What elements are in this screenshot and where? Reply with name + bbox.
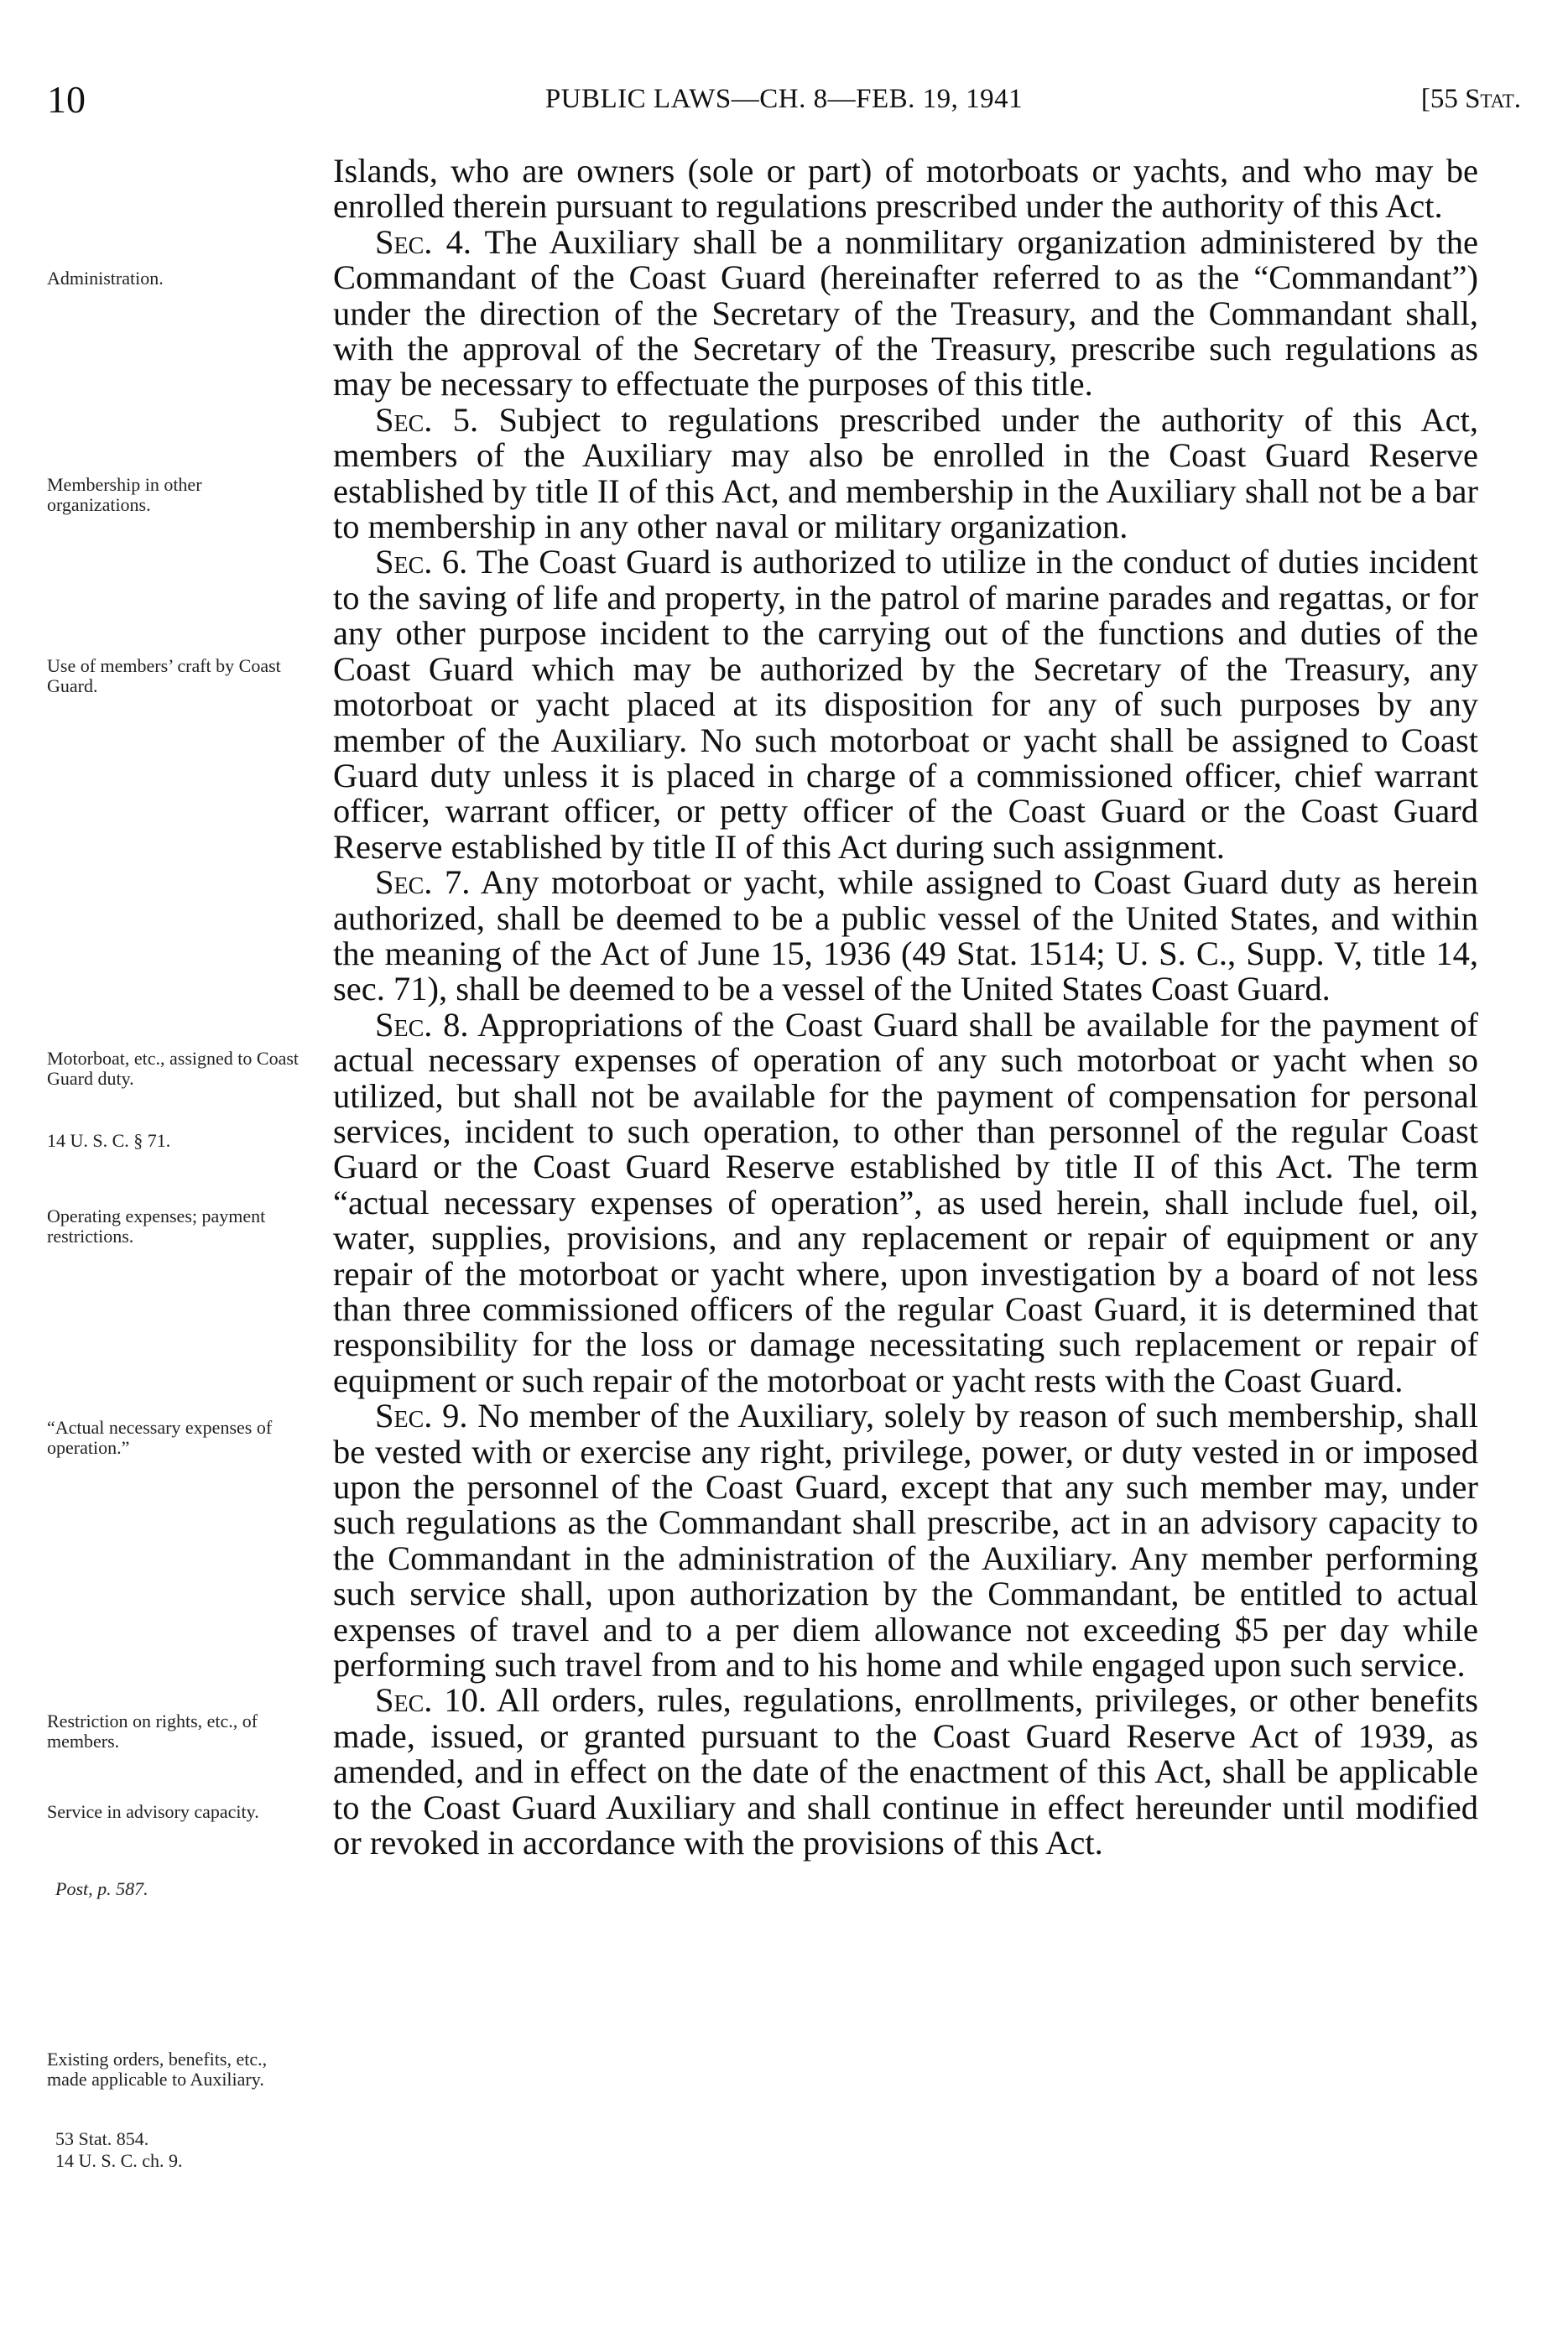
margin-note-existing-orders: Existing orders, benefits, etc., made applicable to Auxiliary. bbox=[47, 2049, 268, 2090]
paragraph-text: Subject to regulations prescribed under the authority of this Act, members of the Auxiliary may also be enrolled in the Coast Guard Reserve established by title II of this Act, and membership in the Auxiliary shall not be a bar to membership in any other naval or military organization. bbox=[333, 400, 1478, 546]
paragraph-text: No member of the Auxiliary, solely by reason of such membership, shall be vested with or exercise any right, privilege, power, or duty vested in or imposed upon the personnel of the Coast Guard, except that any such member may, under such regulations as the Commandant shall prescribe, act in an advisory capacity to the Commandant in the administration of the Auxiliary. Any member performing such service shall, upon authorization by the Commandant, be entitled to actual expenses of travel and to a per diem allowance not exceeding $5 per day while performing such travel from and to his home and while engaged upon such service. bbox=[333, 1397, 1479, 1685]
margin-note-administration: Administration. bbox=[47, 268, 164, 289]
paragraph-text: The Auxiliary shall be a nonmilitary organization administered by the Commandant of the Coast Guard (hereinafter referred to as the “Commandant”) under the direction of the Secretary of the Treasury, and the Commandant shall, with the approval of the Secretary of the Treasury, prescribe such regulations as may be necessary to effectuate the purposes of this title. bbox=[333, 222, 1478, 404]
section-9 bbox=[333, 1398, 1478, 1683]
running-title: PUBLIC LAWS—CH. 8—FEB. 19, 1941 bbox=[544, 84, 1024, 114]
margin-note-stat-854: 53 Stat. 854. bbox=[55, 2128, 149, 2149]
margin-note-usc-14-ch9: 14 U. S. C. ch. 9. bbox=[55, 2150, 183, 2171]
paragraph-text: Any motorboat or yacht, while assigned to Coast Guard duty as herein authorized, shall be deemed to be a public vessel of the United States, and within the meaning of the Act of June 15, 1936 (49 Stat. 1514; U. S. C., Supp. V, title 14, sec. 71), shall be deemed to be a vessel of the United States Coast Guard. bbox=[333, 863, 1478, 1008]
section-label: Sec. 8. bbox=[375, 1005, 469, 1044]
section-4 bbox=[333, 222, 1478, 404]
margin-note-advisory-service: Service in advisory capacity. bbox=[47, 1801, 259, 1822]
margin-note-motorboat-assigned: Motorboat, etc., assigned to Coast Guard duty. bbox=[47, 1048, 300, 1089]
margin-note-operating-expenses: Operating expenses; payment restrictions. bbox=[47, 1205, 266, 1247]
section-label: Sec. 4. bbox=[375, 222, 472, 261]
margin-note-post-587: Post, p. 587. bbox=[55, 1878, 148, 1899]
margin-note-restriction-rights: Restriction on rights, etc., of members. bbox=[47, 1711, 258, 1752]
section-10 bbox=[333, 1683, 1478, 1861]
paragraph-text: The Coast Guard is authorized to utilize in the conduct of duties incident to the saving of life and property, in the patrol of marine parades and regattas, or for any other purpose incident to the carrying out of the functions and duties of the Coast Guard which may be authorized by the Secretary of the Treasury, any motorboat or yacht placed at its disposition for any of such purposes by any member of the Auxiliary. No such motorboat or yacht shall be assigned to Coast Guard duty unless it is placed in charge of a commissioned officer, chief warrant officer, warrant officer, or petty officer of the Coast Guard or the Coast Guard Reserve established by title II of this Act during such assignment. bbox=[333, 543, 1478, 866]
section-7 bbox=[333, 865, 1478, 1008]
page-header bbox=[47, 77, 1521, 128]
section-label: Sec. 5. bbox=[375, 400, 479, 439]
statute-reference: [55 Stat. bbox=[1420, 84, 1521, 114]
section-8 bbox=[333, 1005, 1478, 1399]
section-6 bbox=[333, 544, 1478, 865]
margin-note-membership: Membership in other organizations. bbox=[47, 474, 202, 515]
paragraph-text: Appropriations of the Coast Guard shall be available for the payment of actual necessary expenses of operation of any such motorboat or yacht when so utilized, but shall not be available for the payment of compensation for personal services, incident to such operation, to other than personnel of the regular Coast Guard or the Coast Guard Reserve established by title II of this Act. The term “actual necessary expenses of operation”, as used herein, shall include fuel, oil, water, supplies, provisions, and any replacement or repair of equipment or any repair of the motorboat or yacht where, upon investigation by a board of not less than three commissioned officers of the regular Coast Guard, it is determined that responsibility for the loss or damage necessitating such replacement or repair of equipment or such repair of the motorboat or yacht rests with the Coast Guard. bbox=[333, 1005, 1478, 1399]
paragraph-text: Islands, who are owners (sole or part) of motorboats or yachts, and who may be enrolled therein pursuant to regulations prescribed under the authority of this Act. bbox=[333, 152, 1478, 226]
margin-note-usc-14-71: 14 U. S. C. § 71. bbox=[47, 1130, 171, 1151]
margin-note-use-of-craft: Use of members’ craft by Coast Guard. bbox=[47, 655, 281, 696]
page-number: 10 bbox=[47, 78, 86, 121]
paragraph-text: All orders, rules, regulations, enrollments, privileges, or other benefits made, issued, or granted pursuant to the Coast Guard Reserve Act of 1939, as amended, and in effect on the date of the enactment of this Act, shall be applicable to the Coast Guard Auxiliary and shall continue in effect hereunder until modified or revoked in accordance with the provisions of this Act. bbox=[333, 1681, 1478, 1862]
margin-note-actual-expenses: “Actual necessary expenses of operation.” bbox=[47, 1417, 273, 1458]
section-label: Sec. 10. bbox=[375, 1681, 487, 1720]
body-text bbox=[333, 154, 1478, 1862]
section-5 bbox=[333, 400, 1478, 546]
section-label: Sec. 9. bbox=[375, 1397, 468, 1435]
section-label: Sec. 6. bbox=[375, 543, 468, 581]
section-label: Sec. 7. bbox=[375, 863, 471, 902]
paragraph bbox=[333, 154, 1478, 225]
